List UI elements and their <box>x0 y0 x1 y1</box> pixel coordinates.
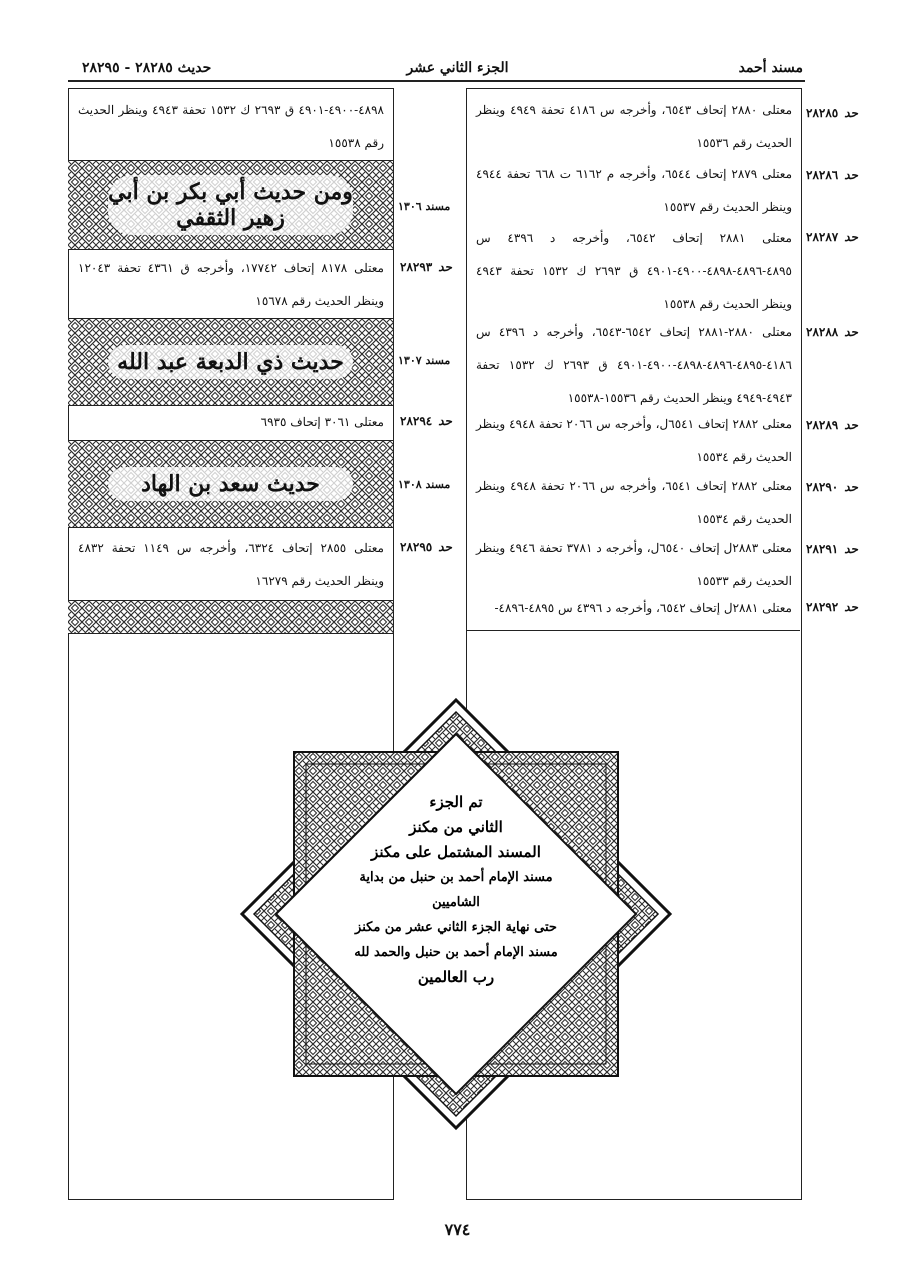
hadith-entry: معتلى ٢٨٨١ل إتحاف ٦٥٤٢، وأخرجه د ٤٣٩٦ س ٤٨٩٥-٤٨٩٦- <box>494 601 792 615</box>
header-book-title: مسند أحمد <box>738 60 803 76</box>
header-hadith-range: حديث ٢٨٢٨٥ - ٢٨٢٩٥ <box>82 60 212 76</box>
hadith-number: حد٢٨٢٨٨ <box>806 325 858 339</box>
musnad-label: مسند ١٣٠٦ <box>398 200 451 213</box>
section-title: ومن حديث أبي بكر بن أبي زهير الثقفي <box>108 175 353 235</box>
hadith-number: حد٢٨٢٩٢ <box>806 600 858 614</box>
header-rule <box>68 80 805 82</box>
hadith-number: حد٢٨٢٨٦ <box>806 168 858 182</box>
hadith-entry: معتلى ٣٠٦١ إتحاف ٦٩٣٥ <box>260 415 384 429</box>
section-banner <box>68 440 393 528</box>
section-banner <box>68 160 393 250</box>
colophon-line: رب العالمين <box>417 968 495 986</box>
hadith-entry: معتلى ٢٨٨٢ إتحاف ٦٥٤١، وأخرجه س ٢٠٦٦ تحفة ٤٩٤٨ وينظر الحديث رقم ١٥٥٣٤ <box>476 479 793 526</box>
colophon-text <box>336 790 576 990</box>
hadith-number: حد٢٨٢٨٥ <box>806 106 858 120</box>
hadith-number: حد٢٨٢٨٩ <box>806 418 858 432</box>
hadith-number: حد٢٨٢٩٠ <box>806 480 858 494</box>
section-banner <box>68 318 393 406</box>
colophon-line: المسند المشتمل على مكنز <box>371 843 541 861</box>
hadith-number: حد٢٨٢٩١ <box>806 542 858 556</box>
hadith-entry: معتلى ٢٨٨٢ إتحاف ٦٥٤١ل، وأخرجه س ٢٠٦٦ تحفة ٤٩٤٨ وينظر الحديث رقم ١٥٥٣٤ <box>476 417 793 464</box>
section-title: حديث سعد بن الهاد <box>108 467 353 501</box>
musnad-label: مسند ١٣٠٧ <box>398 354 451 367</box>
colophon-line: تم الجزء <box>429 793 483 811</box>
column-divider <box>466 630 800 631</box>
page-number: ٧٧٤ <box>444 1220 471 1239</box>
hadith-number: حد٢٨٢٨٧ <box>806 230 858 244</box>
hadith-number: حد٢٨٢٩٣ <box>400 260 452 274</box>
hadith-entry: معتلى ٢٨٨١ إتحاف ٦٥٤٢، وأخرجه د ٤٣٩٦ س ٤٨٩٥-٤٨٩٦-٤٨٩٨-٤٩٠٠-٤٩٠١ ق ٢٦٩٣ ك ١٥٣٢ تحفة ٤٩٤٣ وينظر الحديث رقم ١٥٥٣٨ <box>476 231 792 311</box>
hadith-entry: معتلى ٢٨٥٥ إتحاف ٦٣٢٤، وأخرجه س ١١٤٩ تحفة ٤٨٣٢ وينظر الحديث رقم ١٦٢٧٩ <box>78 541 384 588</box>
colophon-line: مسند الإمام أحمد بن حنبل من بداية الشاميين <box>359 870 553 910</box>
hadith-number: حد٢٨٢٩٤ <box>400 414 452 428</box>
hadith-entry: ٤٨٩٨-٤٩٠٠-٤٩٠١ ق ٢٦٩٣ ك ١٥٣٢ تحفة ٤٩٤٣ وينظر الحديث رقم ١٥٥٣٨ <box>78 103 384 150</box>
hadith-entry: معتلى ٢٨٨٣ل إتحاف ٦٥٤٠ل، وأخرجه د ٣٧٨١ تحفة ٤٩٤٦ وينظر الحديث رقم ١٥٥٣٣ <box>476 541 792 588</box>
colophon-line: مسند الإمام أحمد بن حنبل والحمد لله <box>354 945 558 960</box>
colophon-line: الثاني من مكنز <box>409 818 503 836</box>
hadith-number: حد٢٨٢٩٥ <box>400 540 452 554</box>
hadith-entry: معتلى ٢٨٨٠-٢٨٨١ إتحاف ٦٥٤٢-٦٥٤٣، وأخرجه د ٤٣٩٦ س ٤١٨٦-٤٨٩٥-٤٨٩٦-٤٨٩٨-٤٩٠٠-٤٩٠١ ق ٢٦٩٣ ك ١٥٣٢ تحفة ٤٩٤٣-٤٩٤٩ وينظر الحديث رقم ١٥٥٣٦-١٥٥٣٨ <box>476 325 792 405</box>
hadith-entry: معتلى ٨١٧٨ إتحاف ١٧٧٤٢، وأخرجه ق ٤٣٦١ تحفة ١٢٠٤٣ وينظر الحديث رقم ١٥٦٧٨ <box>78 261 384 308</box>
hadith-entry: معتلى ٢٨٨٠ إتحاف ٦٥٤٣، وأخرجه س ٤١٨٦ تحفة ٤٩٤٩ وينظر الحديث رقم ١٥٥٣٦ <box>476 103 793 150</box>
colophon-line: حتى نهاية الجزء الثاني عشر من مكنز <box>355 920 557 935</box>
musnad-label: مسند ١٣٠٨ <box>398 478 451 491</box>
ornamental-band <box>68 600 393 634</box>
header-volume: الجزء الثاني عشر <box>406 60 509 76</box>
section-title: حديث ذي الدبعة عبد الله <box>108 345 353 379</box>
hadith-entry: معتلى ٢٨٧٩ إتحاف ٦٥٤٤، وأخرجه م ٦١٦٢ ت ٦٦٨ تحفة ٤٩٤٤ وينظر الحديث رقم ١٥٥٣٧ <box>476 167 792 214</box>
